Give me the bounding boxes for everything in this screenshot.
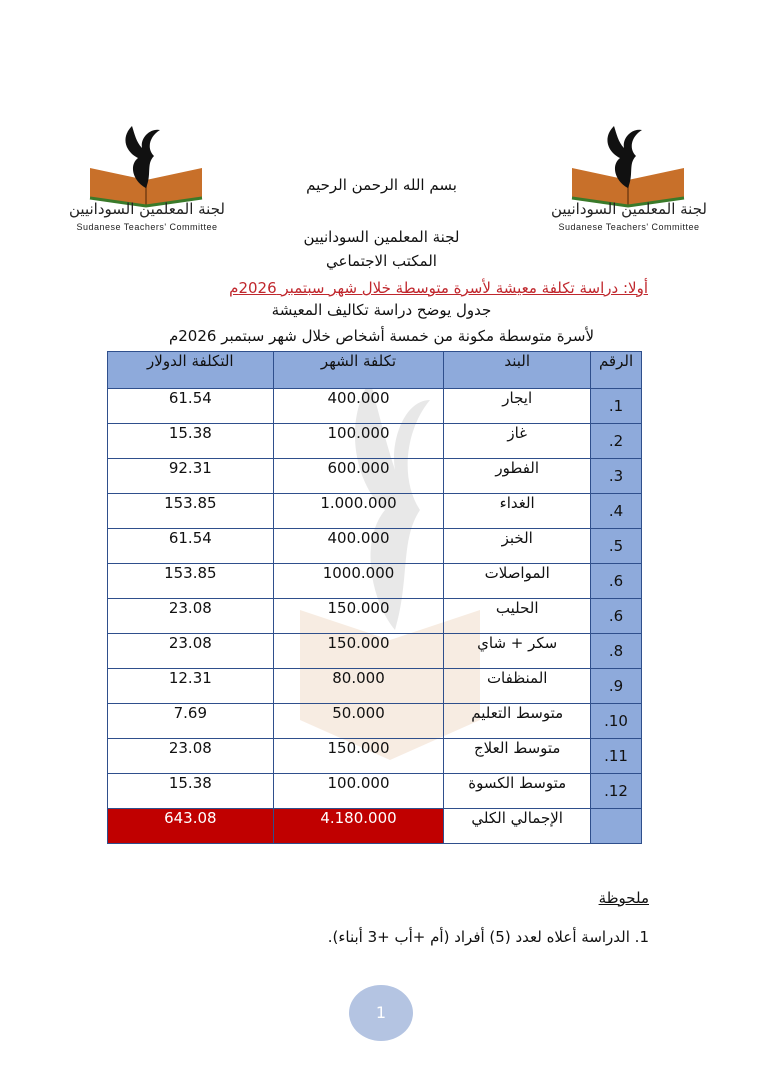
row-monthly-cost: 1.000.000 — [273, 494, 444, 529]
page-number-badge: 1 — [349, 985, 413, 1041]
row-number: 10. — [591, 704, 642, 739]
logo-english-name: Sudanese Teachers' Committee — [76, 222, 218, 232]
total-number-cell — [591, 809, 642, 844]
row-item: متوسط الكسوة — [444, 774, 591, 809]
table-header-row — [108, 352, 642, 389]
row-number: 4. — [591, 494, 642, 529]
total-monthly-cost: 4.180.000 — [273, 809, 444, 844]
table-subtitle: لأسرة متوسطة مكونة من خمسة أشخاص خلال شهر سبتمبر 2026م — [168, 327, 595, 345]
row-usd-cost: 153.85 — [108, 494, 274, 529]
row-monthly-cost: 150.000 — [273, 634, 444, 669]
table-row — [108, 634, 642, 669]
logo-english-name: Sudanese Teachers' Committee — [558, 222, 700, 232]
table-row — [108, 424, 642, 459]
row-item: الخبز — [444, 529, 591, 564]
table-row — [108, 564, 642, 599]
logo-arabic-name: لجنة المعلمين السودانيين — [69, 200, 225, 218]
header-monthly-cost: تكلفة الشهر — [273, 352, 444, 389]
row-item: المنظفات — [444, 669, 591, 704]
table-row — [108, 739, 642, 774]
table-row — [108, 599, 642, 634]
row-number: 6. — [591, 564, 642, 599]
section-title: أولا: دراسة تكلفة معيشة لأسرة متوسطة خلال شهر سبتمبر 2026م — [229, 279, 648, 297]
row-number: 1. — [591, 389, 642, 424]
table-row — [108, 389, 642, 424]
row-monthly-cost: 150.000 — [273, 739, 444, 774]
row-usd-cost: 23.08 — [108, 739, 274, 774]
row-monthly-cost: 600.000 — [273, 459, 444, 494]
header-number: الرقم — [591, 352, 642, 389]
row-number: 6. — [591, 599, 642, 634]
row-number: 5. — [591, 529, 642, 564]
row-item: الغداء — [444, 494, 591, 529]
total-row — [108, 809, 642, 844]
row-monthly-cost: 50.000 — [273, 704, 444, 739]
logo-arabic-name: لجنة المعلمين السودانيين — [551, 200, 707, 218]
table-row — [108, 774, 642, 809]
row-usd-cost: 15.38 — [108, 774, 274, 809]
row-monthly-cost: 80.000 — [273, 669, 444, 704]
table-row — [108, 669, 642, 704]
cost-of-living-table — [107, 351, 642, 844]
row-number: 11. — [591, 739, 642, 774]
row-usd-cost: 61.54 — [108, 529, 274, 564]
row-usd-cost: 23.08 — [108, 634, 274, 669]
row-usd-cost: 15.38 — [108, 424, 274, 459]
header-item: البند — [444, 352, 591, 389]
table-row — [108, 704, 642, 739]
row-number: 8. — [591, 634, 642, 669]
note-item: 1. الدراسة أعلاه لعدد (5) أفراد (أم +أب +3 أبناء). — [327, 928, 649, 946]
row-item: المواصلات — [444, 564, 591, 599]
row-item: متوسط التعليم — [444, 704, 591, 739]
row-monthly-cost: 1000.000 — [273, 564, 444, 599]
row-usd-cost: 61.54 — [108, 389, 274, 424]
table-row — [108, 459, 642, 494]
table-row — [108, 494, 642, 529]
row-item: ايجار — [444, 389, 591, 424]
row-item: الحليب — [444, 599, 591, 634]
total-usd-cost: 643.08 — [108, 809, 274, 844]
row-number: 9. — [591, 669, 642, 704]
basmala: بسم الله الرحمن الرحيم — [306, 176, 457, 194]
row-number: 3. — [591, 459, 642, 494]
row-item: سكر + شاي — [444, 634, 591, 669]
notes-title: ملحوظة — [598, 889, 649, 907]
row-usd-cost: 12.31 — [108, 669, 274, 704]
row-usd-cost: 153.85 — [108, 564, 274, 599]
row-item: متوسط العلاج — [444, 739, 591, 774]
row-item: غاز — [444, 424, 591, 459]
book-quill-icon — [42, 118, 252, 208]
total-label: الإجمالي الكلي — [444, 809, 591, 844]
row-number: 12. — [591, 774, 642, 809]
row-monthly-cost: 400.000 — [273, 389, 444, 424]
table-row — [108, 529, 642, 564]
header-usd-cost: التكلفة الدولار — [108, 352, 274, 389]
office-name: المكتب الاجتماعي — [326, 252, 437, 270]
row-monthly-cost: 400.000 — [273, 529, 444, 564]
row-number: 2. — [591, 424, 642, 459]
book-quill-icon — [524, 118, 734, 208]
row-monthly-cost: 150.000 — [273, 599, 444, 634]
row-monthly-cost: 100.000 — [273, 424, 444, 459]
row-item: الفطور — [444, 459, 591, 494]
table-title: جدول يوضح دراسة تكاليف المعيشة — [271, 301, 492, 319]
organization-name: لجنة المعلمين السودانيين — [303, 228, 460, 246]
row-monthly-cost: 100.000 — [273, 774, 444, 809]
row-usd-cost: 92.31 — [108, 459, 274, 494]
row-usd-cost: 23.08 — [108, 599, 274, 634]
row-usd-cost: 7.69 — [108, 704, 274, 739]
